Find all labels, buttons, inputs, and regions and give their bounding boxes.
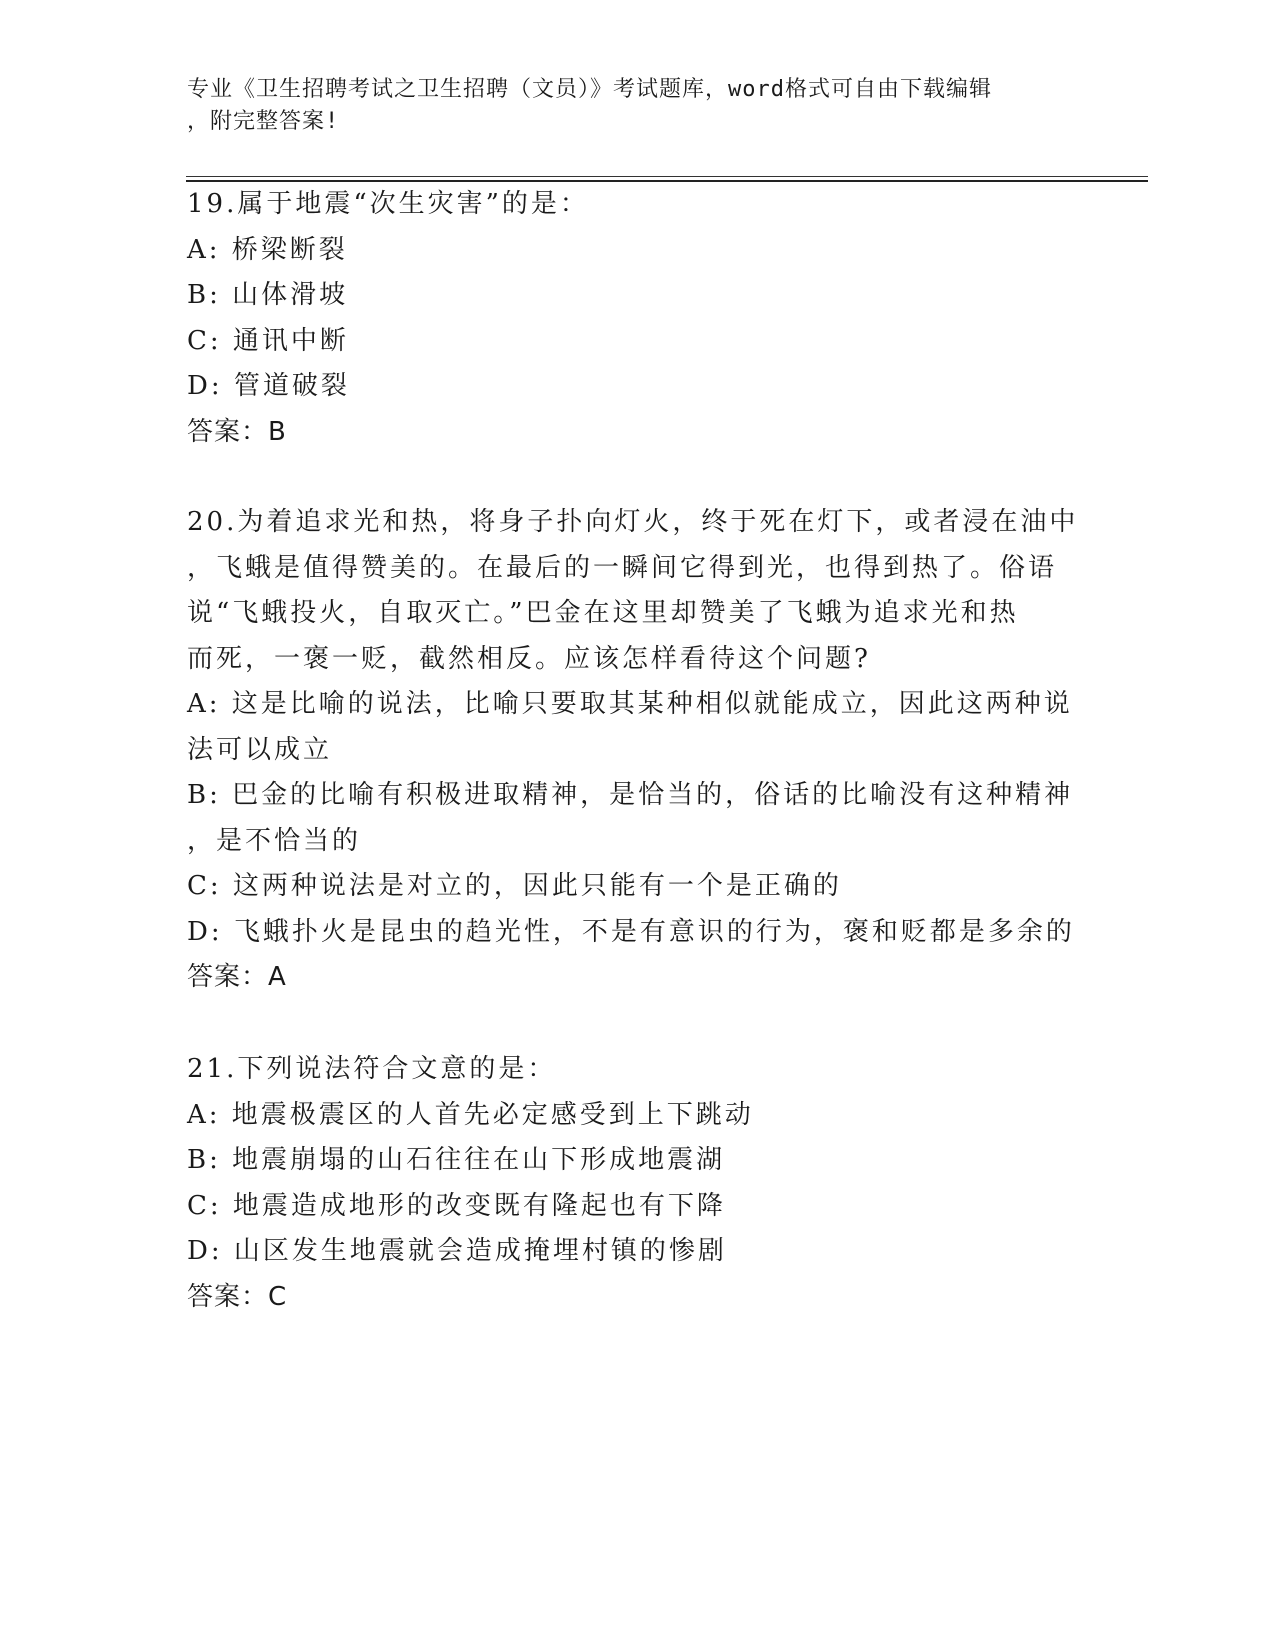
option-c: C: 地震造成地形的改变既有隆起也有下降 <box>187 1190 726 1221</box>
option-b-line-1: B: 巴金的比喻有积极进取精神，是恰当的，俗话的比喻没有这种精神 <box>187 780 1074 810</box>
option-b: B: 地震崩塌的山石往往在山下形成地震湖 <box>187 1145 726 1175</box>
answer-label: 答案：B <box>187 416 287 447</box>
option-a: A: 地震极震区的人首先必定感受到上下跳动 <box>187 1099 754 1130</box>
option-a-line-2: 法可以成立 <box>187 734 333 765</box>
question-stem-line-4: 而死，一褒一贬，截然相反。应该怎样看待这个问题? <box>187 643 871 674</box>
question-stem: 21.下列说法符合文意的是： <box>187 1054 557 1084</box>
question-stem-line-1: 20.为着追求光和热，将身子扑向灯火，终于死在灯下，或者浸在油中 <box>187 507 1079 537</box>
option-d: D: 山区发生地震就会造成掩埋村镇的惨剧 <box>187 1236 727 1266</box>
answer-label: 答案：C <box>187 1281 288 1312</box>
option-c: C: 通讯中断 <box>187 325 349 356</box>
option-d: D: 管道破裂 <box>187 371 350 401</box>
option-b-line-2: ，是不恰当的 <box>187 825 362 856</box>
option-d: D: 飞蛾扑火是昆虫的趋光性，不是有意识的行为，褒和贬都是多余的 <box>187 916 1075 947</box>
question-21 <box>187 1047 1087 1320</box>
option-c: C: 这两种说法是对立的，因此只能有一个是正确的 <box>187 871 842 901</box>
header-title-line-1: 专业《卫生招聘考试之卫生招聘（文员）》考试题库，word格式可自由下载编辑 <box>187 77 992 102</box>
question-stem: 19.属于地震“次生灾害”的是： <box>187 189 589 219</box>
option-a: A: 桥梁断裂 <box>187 234 348 265</box>
document-header <box>187 74 1067 138</box>
option-b: B: 山体滑坡 <box>187 280 349 310</box>
answer-label: 答案：A <box>187 962 287 992</box>
option-a-line-1: A: 这是比喻的说法，比喻只要取其某种相似就能成立，因此这两种说 <box>187 689 1073 719</box>
question-20 <box>187 500 1087 1001</box>
question-stem-line-2: ，飞蛾是值得赞美的。在最后的一瞬间它得到光，也得到热了。俗语 <box>187 552 1058 583</box>
header-title-line-2: ，附完整答案! <box>187 109 340 134</box>
header-divider-thin <box>186 176 1148 177</box>
question-stem-line-3: 说“飞蛾投火，自取灭亡。”巴金在这里却赞美了飞蛾为追求光和热 <box>187 598 1019 628</box>
question-19 <box>187 182 1087 455</box>
